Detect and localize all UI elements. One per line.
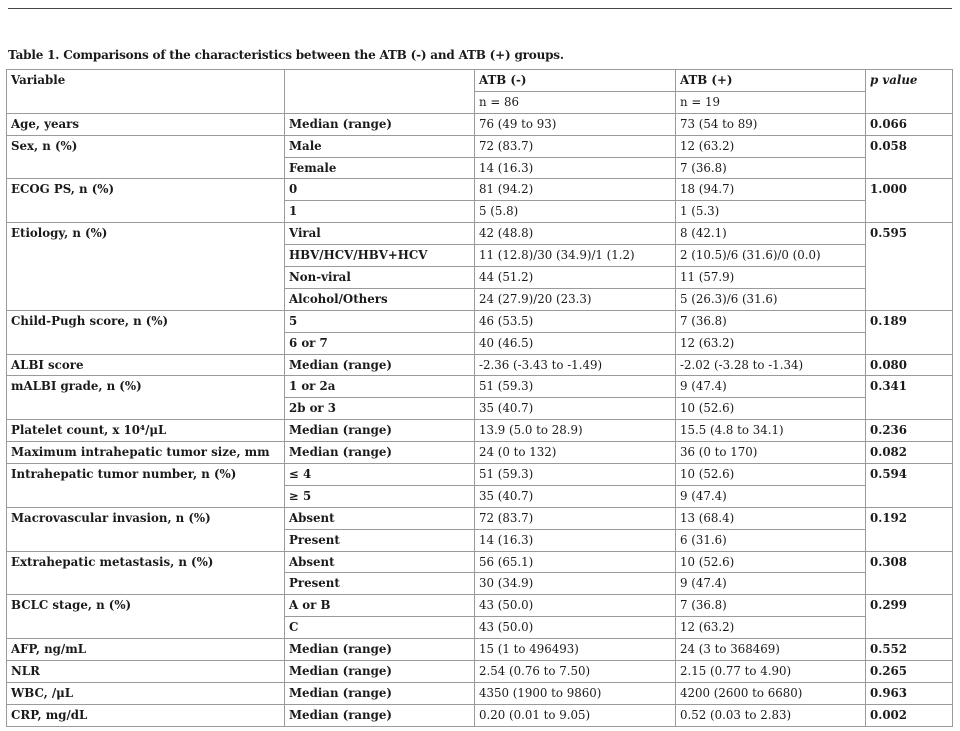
atb-pos-cell: 9 (47.4)	[676, 376, 866, 398]
pvalue-cell: 0.236	[866, 420, 953, 442]
subgroup-cell: 0	[285, 179, 475, 201]
atb-pos-cell: 6 (31.6)	[676, 529, 866, 551]
variable-cell: Extrahepatic metastasis, n (%)	[7, 551, 285, 595]
subgroup-cell: Median (range)	[285, 682, 475, 704]
subgroup-cell: Median (range)	[285, 354, 475, 376]
table-row	[7, 639, 953, 661]
subgroup-cell: A or B	[285, 595, 475, 617]
variable-cell: BCLC stage, n (%)	[7, 595, 285, 639]
header-variable: Variable	[7, 70, 285, 114]
atb-neg-cell: 2.54 (0.76 to 7.50)	[475, 661, 676, 683]
variable-cell: AFP, ng/mL	[7, 639, 285, 661]
variable-cell: mALBI grade, n (%)	[7, 376, 285, 420]
atb-neg-cell: 42 (48.8)	[475, 223, 676, 245]
atb-pos-cell: 8 (42.1)	[676, 223, 866, 245]
atb-pos-cell: 7 (36.8)	[676, 310, 866, 332]
atb-pos-cell: 0.52 (0.03 to 2.83)	[676, 704, 866, 726]
pvalue-cell: 0.058	[866, 135, 953, 179]
atb-neg-cell: 13.9 (5.0 to 28.9)	[475, 420, 676, 442]
atb-neg-cell: 4350 (1900 to 9860)	[475, 682, 676, 704]
atb-neg-cell: 81 (94.2)	[475, 179, 676, 201]
atb-pos-cell: 2 (10.5)/6 (31.6)/0 (0.0)	[676, 245, 866, 267]
header-atb-neg: ATB (-)	[475, 70, 676, 92]
atb-pos-cell: 12 (63.2)	[676, 617, 866, 639]
atb-pos-cell: 10 (52.6)	[676, 398, 866, 420]
pvalue-cell: 0.595	[866, 223, 953, 311]
atb-pos-cell: 73 (54 to 89)	[676, 113, 866, 135]
subgroup-cell: Non-viral	[285, 267, 475, 289]
subgroup-cell: Absent	[285, 507, 475, 529]
subgroup-cell: 1	[285, 201, 475, 223]
atb-neg-cell: 51 (59.3)	[475, 376, 676, 398]
atb-pos-cell: 12 (63.2)	[676, 332, 866, 354]
subgroup-cell: Male	[285, 135, 475, 157]
subgroup-cell: Median (range)	[285, 442, 475, 464]
subgroup-cell: Median (range)	[285, 420, 475, 442]
table-row	[7, 682, 953, 704]
header-n-pos: n = 19	[676, 91, 866, 113]
atb-pos-cell: 9 (47.4)	[676, 573, 866, 595]
atb-neg-cell: 44 (51.2)	[475, 267, 676, 289]
subgroup-cell: Female	[285, 157, 475, 179]
variable-cell: ECOG PS, n (%)	[7, 179, 285, 223]
table-row	[7, 420, 953, 442]
pvalue-cell: 0.594	[866, 464, 953, 508]
atb-neg-cell: 40 (46.5)	[475, 332, 676, 354]
subgroup-cell: C	[285, 617, 475, 639]
atb-neg-cell: 43 (50.0)	[475, 617, 676, 639]
variable-cell: WBC, /μL	[7, 682, 285, 704]
table-row	[7, 464, 953, 486]
header-pvalue-label: p value	[870, 73, 918, 87]
table-row	[7, 223, 953, 245]
atb-pos-cell: 12 (63.2)	[676, 135, 866, 157]
header-subgroup	[285, 70, 475, 114]
subgroup-cell: Present	[285, 529, 475, 551]
atb-pos-cell: 4200 (2600 to 6680)	[676, 682, 866, 704]
subgroup-cell: 1 or 2a	[285, 376, 475, 398]
variable-cell: Platelet count, x 10⁴/μL	[7, 420, 285, 442]
subgroup-cell: Viral	[285, 223, 475, 245]
atb-pos-cell: 9 (47.4)	[676, 485, 866, 507]
atb-neg-cell: 24 (0 to 132)	[475, 442, 676, 464]
atb-pos-cell: 7 (36.8)	[676, 157, 866, 179]
atb-neg-cell: 5 (5.8)	[475, 201, 676, 223]
table-row	[7, 179, 953, 201]
atb-pos-cell: 36 (0 to 170)	[676, 442, 866, 464]
subgroup-cell: Absent	[285, 551, 475, 573]
table-row	[7, 135, 953, 157]
atb-neg-cell: 0.20 (0.01 to 9.05)	[475, 704, 676, 726]
atb-pos-cell: -2.02 (-3.28 to -1.34)	[676, 354, 866, 376]
atb-neg-cell: 14 (16.3)	[475, 157, 676, 179]
subgroup-cell: Alcohol/Others	[285, 288, 475, 310]
variable-cell: CRP, mg/dL	[7, 704, 285, 726]
subgroup-cell: ≥ 5	[285, 485, 475, 507]
atb-neg-cell: 35 (40.7)	[475, 485, 676, 507]
table-row	[7, 354, 953, 376]
atb-neg-cell: 30 (34.9)	[475, 573, 676, 595]
subgroup-cell: Median (range)	[285, 704, 475, 726]
table-row	[7, 376, 953, 398]
pvalue-cell: 1.000	[866, 179, 953, 223]
variable-cell: Maximum intrahepatic tumor size, mm	[7, 442, 285, 464]
table-row	[7, 704, 953, 726]
atb-neg-cell: 72 (83.7)	[475, 135, 676, 157]
table-row	[7, 310, 953, 332]
atb-pos-cell: 10 (52.6)	[676, 551, 866, 573]
pvalue-cell: 0.080	[866, 354, 953, 376]
atb-pos-cell: 7 (36.8)	[676, 595, 866, 617]
table-row	[7, 661, 953, 683]
atb-pos-cell: 24 (3 to 368469)	[676, 639, 866, 661]
table-row	[7, 442, 953, 464]
pvalue-cell: 0.299	[866, 595, 953, 639]
table-row	[7, 551, 953, 573]
atb-pos-cell: 18 (94.7)	[676, 179, 866, 201]
atb-pos-cell: 15.5 (4.8 to 34.1)	[676, 420, 866, 442]
atb-neg-cell: 51 (59.3)	[475, 464, 676, 486]
atb-neg-cell: 15 (1 to 496493)	[475, 639, 676, 661]
atb-pos-cell: 13 (68.4)	[676, 507, 866, 529]
header-pvalue	[866, 70, 953, 114]
table-row	[7, 507, 953, 529]
table-caption: Table 1. Comparisons of the characteristics between the ATB (-) and ATB (+) groups.	[8, 48, 564, 62]
atb-neg-cell: 76 (49 to 93)	[475, 113, 676, 135]
variable-cell: NLR	[7, 661, 285, 683]
subgroup-cell: Median (range)	[285, 639, 475, 661]
atb-neg-cell: 35 (40.7)	[475, 398, 676, 420]
variable-cell: Age, years	[7, 113, 285, 135]
atb-pos-cell: 5 (26.3)/6 (31.6)	[676, 288, 866, 310]
subgroup-cell: 5	[285, 310, 475, 332]
variable-cell: Etiology, n (%)	[7, 223, 285, 311]
atb-neg-cell: 24 (27.9)/20 (23.3)	[475, 288, 676, 310]
header-atb-pos: ATB (+)	[676, 70, 866, 92]
subgroup-cell: Median (range)	[285, 113, 475, 135]
variable-cell: ALBI score	[7, 354, 285, 376]
pvalue-cell: 0.066	[866, 113, 953, 135]
subgroup-cell: 2b or 3	[285, 398, 475, 420]
variable-cell: Macrovascular invasion, n (%)	[7, 507, 285, 551]
table-row	[7, 113, 953, 135]
subgroup-cell: Present	[285, 573, 475, 595]
pvalue-cell: 0.192	[866, 507, 953, 551]
header-row	[7, 70, 953, 92]
atb-pos-cell: 11 (57.9)	[676, 267, 866, 289]
pvalue-cell: 0.308	[866, 551, 953, 595]
pvalue-cell: 0.189	[866, 310, 953, 354]
top-rule	[8, 8, 952, 9]
table-body	[7, 113, 953, 726]
atb-pos-cell: 1 (5.3)	[676, 201, 866, 223]
variable-cell: Child-Pugh score, n (%)	[7, 310, 285, 354]
atb-neg-cell: 43 (50.0)	[475, 595, 676, 617]
atb-neg-cell: 46 (53.5)	[475, 310, 676, 332]
subgroup-cell: HBV/HCV/HBV+HCV	[285, 245, 475, 267]
subgroup-cell: Median (range)	[285, 661, 475, 683]
subgroup-cell: ≤ 4	[285, 464, 475, 486]
atb-neg-cell: 72 (83.7)	[475, 507, 676, 529]
atb-neg-cell: 14 (16.3)	[475, 529, 676, 551]
pvalue-cell: 0.082	[866, 442, 953, 464]
pvalue-cell: 0.265	[866, 661, 953, 683]
table-row	[7, 595, 953, 617]
atb-pos-cell: 10 (52.6)	[676, 464, 866, 486]
pvalue-cell: 0.552	[866, 639, 953, 661]
atb-neg-cell: -2.36 (-3.43 to -1.49)	[475, 354, 676, 376]
subgroup-cell: 6 or 7	[285, 332, 475, 354]
pvalue-cell: 0.963	[866, 682, 953, 704]
characteristics-table	[6, 69, 953, 727]
atb-neg-cell: 11 (12.8)/30 (34.9)/1 (1.2)	[475, 245, 676, 267]
atb-neg-cell: 56 (65.1)	[475, 551, 676, 573]
atb-pos-cell: 2.15 (0.77 to 4.90)	[676, 661, 866, 683]
pvalue-cell: 0.341	[866, 376, 953, 420]
variable-cell: Sex, n (%)	[7, 135, 285, 179]
header-n-neg: n = 86	[475, 91, 676, 113]
variable-cell: Intrahepatic tumor number, n (%)	[7, 464, 285, 508]
pvalue-cell: 0.002	[866, 704, 953, 726]
